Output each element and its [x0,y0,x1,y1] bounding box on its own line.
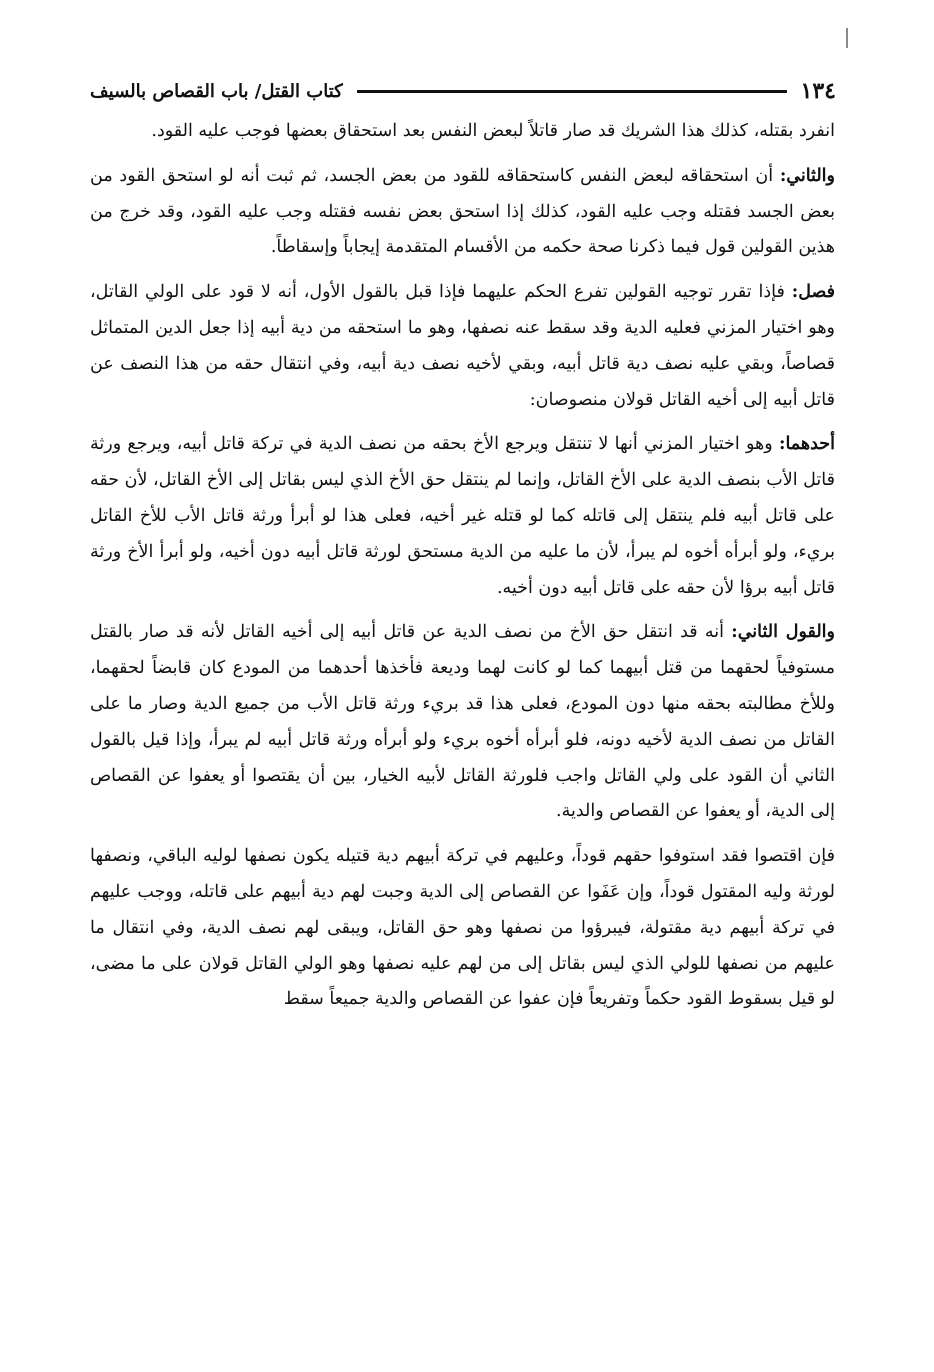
chapter-title: كتاب القتل/ باب القصاص بالسيف [90,80,343,102]
running-header [90,74,836,108]
paragraph-text: أنه قد انتقل حق الأخ من نصف الدية عن قاتل أبيه إلى أخيه القاتل لأنه قد صار بالقتل مستوفياً لحقهما من قتل أبيهما كما لو كانت لهما وديعة فأخذها أحدهما من المودع كان قابضاً لحقهما، وللأخ مطالبته بحقه منها دون المودع، فعلى هذا قد بريء ورثة قاتل الأب من جميع الدية وصار ما على القاتل من نصف الدية لأخيه دونه، فلو أبرأه أخوه بريء ولو أبرأه ورثة قاتل أبيه لم يبرأ، وإذا قيل بالقول الثاني أن القود على ولي القاتل واجب فلورثة القاتل لأبيه الخيار، بين أن يقتصوا أو يعفوا عن القصاص إلى الدية، أو يعفوا عن القصاص والدية. [90,622,835,822]
paragraph-lead: أحدهما: [778,434,835,455]
paragraph [90,839,835,1018]
paragraph-text: أن استحقاقه لبعض النفس كاستحقاقه للقود من بعض الجسد، ثم ثبت أنه لو استحق القود من بعض الجسد فقتله وجب عليه القود، كذلك إذا استحق بعض نفسه فقتله وجب عليه القود، وقد خرج من هذين القولين قول فيما ذكرنا صحة حكمه من الأقسام المتقدمة إيجاباً وإسقاطاً. [90,165,835,258]
paragraph-lead: فصل: [791,282,835,303]
paragraph [90,159,835,266]
body-text [90,114,835,1027]
header-rule [357,90,787,93]
paragraph-text: انفرد بقتله، كذلك هذا الشريك قد صار قاتلاً لبعض النفس بعد استحقاق بعضها فوجب عليه القود. [151,121,835,141]
paragraph-text: وهو اختيار المزني أنها لا تنتقل ويرجع الأخ بحقه من نصف الدية في تركة قاتل أبيه، ويرجع ورثة قاتل الأب بنصف الدية على الأخ القاتل، وإنما لم ينتقل حق الأخ الذي ليس بقاتل إلى الأخ القاتل، لأن حقه على قاتل أبيه فلم ينتقل إلى قاتله كما لو قتله غير أخيه، فعلى هذا لو أبرأ ورثة قاتل الأب للأخ القاتل بريء، ولو أبرأه أخوه لم يبرأ، لأن ما عليه من الدية مستحق لورثة قاتل أبيه دون أخيه، ولو أبرأ الأخ ورثة قاتل أبيه برؤا لأن حقه على قاتل أبيه دون أخيه. [90,434,835,598]
paragraph-lead: والقول الثاني: [731,622,835,643]
page-edge-mark [846,28,848,48]
paragraph [90,615,835,830]
page-number: ١٣٤ [800,78,836,104]
paragraph-text: فإذا تقرر توجيه القولين تفرع الحكم عليهما فإذا قبل بالقول الأول، أنه لا قود على الولي القاتل، وهو اختيار المزني فعليه الدية وقد سقط عنه نصفها، وهو ما استحقه من دية أبيه إذا جعل الدين المتماثل قصاصاً، وبقي عليه نصف دية قاتل أبيه، وبقي لأخيه نصف دية أبيه، وفي انتقال حقه من هذا النصف عن قاتل أبيه إلى أخيه القاتل قولان منصوصان: [90,282,835,410]
paragraph [90,275,835,418]
paragraph-lead: والثاني: [779,165,835,186]
paragraph-text: فإن اقتصوا فقد استوفوا حقهم قوداً، وعليهم في تركة أبيهم دية قتيله يكون نصفها لوليه الباقي، ونصفها لورثة وليه المقتول قوداً، وإن عَفَوا عن القصاص إلى الدية وجبت لهم دية أبيهم على قاتله، ووجب عليهم في تركة أبيهم دية مقتولة، فيبرؤوا من نصفها وهو حق القاتل، ويبقى لهم نصف الدية، وفي انتقال ما عليهم من نصفها للولي الذي ليس بقاتل إلى من لهم عليه نصفها وهو الولي القاتل قولان على ما مضى، لو قيل بسقوط القود حكماً وتفريعاً فإن عفوا عن القصاص والدية جميعاً سقط [90,846,835,1010]
paragraph [90,114,835,150]
paragraph [90,427,835,606]
